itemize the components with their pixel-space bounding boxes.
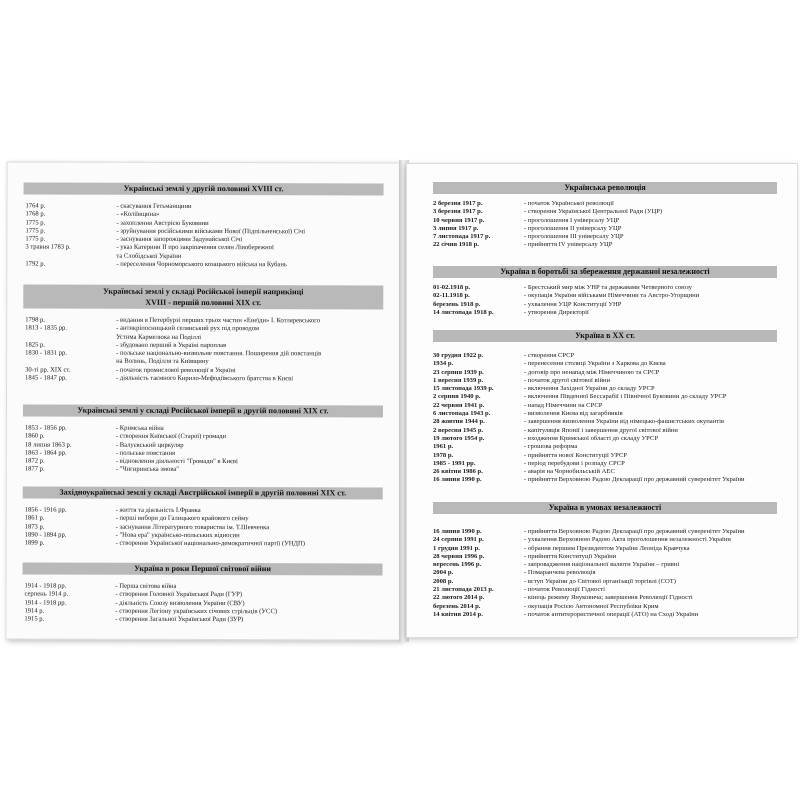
event-description: - створення Української національно-демократичної партії (УНДП) [115, 539, 306, 548]
event-description: - Помаранчева революція [524, 569, 596, 577]
event-description: - завершення визволення України від німецько-фашистських окупантів [524, 418, 725, 426]
event-description: - Перша світова війна [115, 582, 177, 590]
event-date: 1914 р. [24, 607, 45, 615]
event-description: - включення Західної України до складу УРСР [524, 385, 655, 393]
event-row [433, 292, 777, 300]
event-list [433, 284, 777, 317]
event-date: 1890 - 1894 рр. [24, 531, 67, 539]
event-description: - заснування Літературного товариства ім. Т.Шевченка [115, 523, 270, 531]
event-description: - прийняття нової Конституції УРСР [524, 451, 627, 459]
event-date: 28 червня 1996 р. [433, 552, 485, 560]
event-description: - указ Катерини ІІ про закріпачення селян Лівобережної та Слобідської України [116, 244, 274, 260]
event-row [433, 233, 777, 241]
event-description: - створення Української Центральної Ради (УЦР) [524, 208, 663, 216]
event-date: 3 липня 1917 р. [433, 224, 479, 232]
event-description: - діяльність Союзу визволення України (СВУ) [115, 599, 245, 607]
event-date: 30 грудня 1922 р. [433, 352, 484, 359]
event-date: 16 липня 1990 р. [433, 476, 482, 484]
event-row [433, 377, 777, 385]
event-row [433, 369, 777, 377]
event-row [433, 217, 777, 225]
event-date: 1775 р. [25, 235, 46, 243]
event-date: 1914 - 1918 рр. [24, 582, 67, 590]
event-description: - окупація Росією Автономної Республіки Крим [524, 602, 659, 610]
event-description: - створення Загальної Української Ради (ЗУР) [115, 615, 244, 624]
event-date: 18 липня 1863 р. [24, 441, 72, 449]
event-row [433, 385, 777, 393]
event-list [433, 352, 777, 485]
event-row [433, 460, 777, 468]
event-date: 1863 - 1864 рр. [24, 449, 67, 457]
event-date: 22 червня 1941 р. [433, 401, 485, 409]
event-date: 1775 р. [25, 219, 46, 227]
event-description: - скасування Гетьманщини [116, 202, 192, 210]
event-row [433, 452, 777, 460]
event-row [433, 393, 777, 401]
event-date: 2 вересня 1945 р. [433, 426, 484, 434]
event-date: 1775 р. [25, 227, 46, 235]
event-row [433, 569, 777, 577]
event-row [433, 536, 777, 544]
event-row [433, 578, 777, 586]
event-row [25, 244, 383, 262]
event-row [433, 352, 777, 360]
section-ukrainian-revolution [407, 182, 797, 250]
event-description: - "Чигиринська змова" [115, 466, 180, 474]
event-list [25, 425, 383, 476]
event-date: 7 листопада 1917 р. [433, 233, 491, 241]
event-row [433, 225, 777, 233]
event-date: 1861 р. [24, 514, 45, 522]
event-date: 1792 р. [25, 260, 46, 268]
event-description: - напад Німеччини на СРСР [524, 401, 603, 409]
event-row [433, 528, 777, 536]
event-description: - прийняття IV універсалу УЦР [524, 241, 613, 249]
event-description: - перенесення столиці України з Харкова до Києва [524, 360, 666, 368]
event-date: 1825 р. [25, 341, 45, 349]
event-description: - обрання першим Президентом України Леоніда Кравчука [524, 544, 690, 552]
event-description: - договір про ненапад між Німеччиною та СРСР [524, 368, 660, 376]
event-description: - запровадження національної валюти України – гривні [524, 561, 680, 569]
event-description: - переселення Чорноморського козацького війська на Кубань [116, 260, 287, 269]
section-independent-ukraine [407, 502, 797, 619]
event-row [433, 611, 777, 619]
event-date: 16 липня 1990 р. [433, 528, 482, 535]
event-description: - видання в Петербурзі перших трьох частин «Енеїди» І. Котляревського [116, 316, 321, 325]
event-date: 3 травня 1783 р. [25, 244, 71, 252]
event-row [433, 553, 777, 561]
event-row [24, 616, 382, 625]
event-date: 30-ті рр. XIX ст. [25, 366, 71, 374]
event-description: - окупація України військами Німеччини та Австро-Угорщини [524, 292, 700, 300]
event-description: - прийняття Верховною Радою Декларації про державний суверенітет України [524, 476, 745, 484]
event-row [433, 309, 777, 317]
event-description: - «Коліївщина» [116, 211, 160, 219]
event-date: 1 грудня 1991 р. [433, 544, 480, 552]
event-date: 3 березня 1917 р. [433, 208, 483, 216]
event-date: 1872 р. [24, 457, 45, 465]
event-row [25, 325, 383, 343]
event-description: - кінець режиму Януковича; завершення Революції Гідності [524, 594, 693, 602]
left-page [5, 161, 402, 640]
event-description: - польське національно-визвольне повстання. Поширення дій повстанців на Волинь, Поділля та Київщину [116, 349, 322, 366]
section-independence-struggle [407, 266, 797, 317]
event-date: 1985 - 1991 рр. [433, 459, 476, 467]
section-title: Україна в умовах незалежності [433, 502, 777, 514]
event-description: - діяльність таємного Кирило-Мефодіївського братства в Києві [116, 374, 294, 383]
event-date: 1914 - 1918 рр. [24, 599, 67, 607]
section-20th-century [407, 330, 797, 485]
event-date: 15 листопада 1939 р. [433, 385, 494, 393]
section-title: Україна в роки Першої світової війни [23, 563, 383, 576]
event-date: 1899 р. [24, 539, 45, 547]
event-date: 22 лютого 2014 р. [433, 594, 485, 602]
event-date: 10 червня 1917 р. [433, 216, 485, 224]
event-date: 1877 р. [24, 466, 45, 474]
event-description: - відновлення діяльності "Громади" в Києві [115, 457, 238, 466]
event-date: серпень 1914 р. [24, 590, 69, 598]
event-description: - початок антитерористичної операції (АТО) на Сході України [524, 610, 699, 618]
event-date: 1813 - 1835 рр. [25, 324, 67, 332]
event-date: 1915 р. [24, 615, 45, 623]
event-row [433, 200, 777, 208]
event-date: 1798 р. [25, 316, 46, 324]
event-row [433, 435, 777, 443]
event-description: - вступ України до Світової організації торгівлі (СОТ) [524, 577, 677, 585]
event-date: 1873 р. [24, 523, 45, 531]
event-date: вересень 1996 р. [433, 561, 482, 569]
event-description: - ухвалення УЦР Конституції УНР [524, 300, 622, 308]
event-row [433, 301, 777, 309]
section-18th-century [7, 182, 401, 269]
event-description: - початок промислової революції в Україні [116, 366, 236, 374]
event-row [433, 468, 777, 476]
event-row [433, 545, 777, 553]
event-description: - захоплення Австрією Буковини [116, 219, 209, 227]
event-description: - початок Української революції [524, 200, 614, 207]
event-row [433, 208, 777, 216]
event-date: 26 квітня 1986 р. [433, 468, 483, 476]
event-description: - створення Київської (Старої) громади [115, 433, 227, 441]
event-date: 1845 - 1847 рр. [25, 374, 67, 382]
event-row [25, 350, 383, 368]
event-date: 2004 р. [433, 569, 454, 577]
event-list [24, 583, 382, 625]
section-title: Україна в XX ст. [433, 330, 777, 342]
event-date: 28 жовтня 1944 р. [433, 418, 485, 426]
event-date: 02-11.1918 р. [433, 292, 470, 300]
event-row [433, 410, 777, 418]
event-date: 14 листопада 1918 р. [433, 308, 494, 316]
event-row [433, 594, 777, 602]
event-description: - ухвалення Верховною Радою Акта проголошення незалежності України [524, 536, 731, 544]
event-date: 1961 р. [433, 443, 454, 451]
event-date: 1830 - 1831 рр. [25, 349, 67, 357]
event-date: 1 вересня 1939 р. [433, 376, 484, 384]
event-list [25, 507, 383, 549]
section-title: Західноукраїнські землі у складі Австрійської імперії в другій половині XIX ст. [23, 487, 383, 500]
section-western-ukraine-19th-century [7, 486, 401, 549]
section-title: Україна в боротьбі за збереження державної незалежності [433, 266, 777, 278]
section-title: Українські землі у складі Російської імперії наприкінці XVIII - першій половині XIX ст. [23, 285, 383, 310]
event-description: - період перебудови і розпаду СРСР [524, 459, 625, 467]
event-date: 2 серпня 1940 р. [433, 393, 481, 401]
event-row [433, 443, 777, 451]
event-row [433, 476, 777, 484]
event-date: 19 лютого 1954 р. [433, 434, 485, 442]
event-description: - проголошення ІІ універсалу УЦР [524, 224, 622, 232]
event-list [433, 528, 777, 619]
event-description: - Брестський мир між УНР та державами Четверного союзу [524, 284, 692, 291]
event-description: - проголошення ІІІ універсалу УЦР [524, 233, 624, 241]
event-description: - прийняття Конституції України [524, 552, 617, 560]
event-description: - утворення Директорії [524, 308, 589, 316]
event-description: - включення Південної Бессарабії і Північної Буковини до складу УРСР [524, 393, 727, 401]
event-date: 1978 р. [433, 451, 454, 459]
event-date: березень 1918 р. [433, 300, 481, 308]
event-date: 1860 р. [24, 432, 45, 440]
event-row [433, 418, 777, 426]
event-description: - заснування запорожцями Задунайської Січі [116, 235, 243, 244]
event-description: - грошова реформа [524, 443, 578, 451]
event-row [433, 561, 777, 569]
event-description: - проголошення І універсалу УЦР [524, 216, 620, 224]
event-description: - входження Кримської області до складу УРСР [524, 434, 658, 442]
section-early-19th-century [7, 284, 401, 383]
event-description: - перші вибори до Галицького крайового сейму [115, 515, 249, 523]
event-description: - створення Легіону українських січових стрільців (УСС) [115, 607, 278, 616]
event-row [433, 241, 777, 249]
event-list [25, 203, 383, 270]
event-date: 1856 - 1916 рр. [24, 506, 67, 514]
section-world-war-one [6, 562, 400, 625]
event-date: 1764 р. [25, 202, 46, 210]
event-date: 24 серпня 1991 р. [433, 536, 484, 544]
event-description: - початок другої світової війни [524, 376, 611, 384]
event-description: - визволення Києва від загарбників [524, 410, 623, 418]
event-date: 14 квітня 2014 р. [433, 610, 483, 618]
section-title: Українська революція [433, 182, 777, 194]
event-date: 22 січня 1918 р. [433, 241, 479, 249]
event-date: березень 2014 р. [433, 602, 481, 610]
event-description: - аварія на Чорнобильській АЕС [524, 468, 615, 476]
event-date: 23 серпня 1939 р. [433, 368, 484, 376]
event-row [25, 261, 383, 270]
event-description: - створення СРСР [524, 352, 575, 359]
event-row [433, 427, 777, 435]
event-description: - Валуєвський циркуляр [115, 441, 184, 449]
event-row [433, 402, 777, 410]
event-date: 2008 р. [433, 577, 454, 585]
event-date: 1853 - 1856 рр. [24, 424, 67, 432]
event-row [25, 375, 383, 384]
event-description: - антикріпосницький селянський рух під проводом Устима Кармелюка на Поділлі [116, 325, 260, 341]
event-description: - збудовано перший в Україні пароплав [116, 341, 227, 349]
right-page [406, 163, 798, 638]
event-description: - Кримська війна [115, 424, 164, 432]
event-description: - життя та діяльність І.Франка [115, 506, 201, 514]
section-title: Українські землі у другій половині XVIII ст. [24, 183, 384, 196]
event-description: - польське повстання [115, 449, 176, 457]
event-date: 1934 р. [433, 360, 454, 368]
event-list [25, 317, 383, 384]
event-description: - капітуляція Японії і завершення другої світової війни [524, 426, 678, 434]
event-description: - прийняття Верховною Радою Декларації про державний суверенітет України [524, 528, 745, 535]
event-date: 2 березня 1917 р. [433, 200, 483, 207]
section-title: Українські землі у складі Російської імперії в другій половині XIX ст. [23, 405, 383, 418]
event-row [433, 284, 777, 292]
section-late-19th-century [7, 404, 401, 475]
event-row [433, 603, 777, 611]
event-date: 1768 р. [25, 210, 46, 218]
event-date: 21 листопада 2013 р. [433, 586, 494, 594]
event-description: - початок Революції Гідності [524, 586, 605, 594]
event-row [25, 540, 383, 549]
event-date: 01-02.1918 р. [433, 284, 471, 291]
event-row [433, 586, 777, 594]
event-date: 6 листопада 1943 р. [433, 410, 491, 418]
event-row [25, 466, 383, 475]
event-description: - зруйнування російськими військами Нової (Підпільненської) Січі [116, 227, 306, 236]
event-description: - створення Головної Української Ради (ГУР) [115, 591, 243, 599]
event-description: - "Нова ера" українсько-польських відносин [115, 531, 240, 539]
event-list [433, 200, 777, 250]
event-row [433, 360, 777, 368]
